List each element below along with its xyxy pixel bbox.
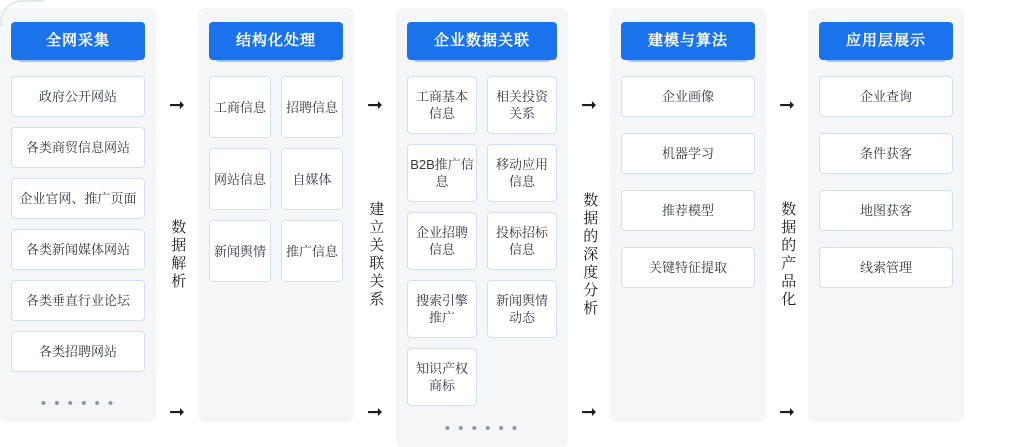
connector-productization xyxy=(766,8,808,422)
arrow-right-icon: ➞ xyxy=(367,95,383,116)
list-item[interactable]: 企业招聘信息 xyxy=(407,212,477,270)
list-item[interactable]: 相关投资关系 xyxy=(487,76,557,134)
stage-title: 结构化处理 xyxy=(209,22,343,60)
list-item[interactable]: 企业查询 xyxy=(819,76,953,117)
list-item[interactable]: 网站信息 xyxy=(209,148,271,210)
card-grid-structuring xyxy=(209,76,343,282)
arrow-right-icon: ➞ xyxy=(581,402,597,423)
stage-title: 全网采集 xyxy=(11,22,145,60)
list-item[interactable]: 条件获客 xyxy=(819,133,953,174)
list-item[interactable]: 工商基本信息 xyxy=(407,76,477,134)
list-item[interactable]: 政府公开网站 xyxy=(11,76,145,117)
connector-label: 数据解析 xyxy=(169,219,187,291)
connector-label: 建立关联关系 xyxy=(367,201,385,309)
card-grid-association xyxy=(407,76,557,406)
list-item[interactable]: 搜索引擎推广 xyxy=(407,280,477,338)
connector-label: 数据的产品化 xyxy=(779,201,797,309)
list-item[interactable]: 推广信息 xyxy=(281,220,343,282)
card-list-collection xyxy=(11,76,145,372)
list-item[interactable]: 推荐模型 xyxy=(621,190,755,231)
list-item[interactable]: 各类新闻媒体网站 xyxy=(11,229,145,270)
stage-column-application xyxy=(808,8,964,422)
list-item[interactable]: 企业官网、推广页面 xyxy=(11,178,145,219)
stage-title: 企业数据关联 xyxy=(407,22,557,60)
list-item[interactable]: 知识产权商标 xyxy=(407,348,477,406)
connector-build-relations xyxy=(354,8,396,422)
stage-header-structuring xyxy=(209,22,343,60)
connector-data-parsing xyxy=(156,8,198,422)
stage-header-application xyxy=(819,22,953,60)
connector-label: 数据的深度分析 xyxy=(581,192,599,318)
list-item[interactable]: 关键特征提取 xyxy=(621,247,755,288)
stage-title: 应用层展示 xyxy=(819,22,953,60)
list-item[interactable]: 各类垂直行业论坛 xyxy=(11,280,145,321)
card-list-modeling xyxy=(621,76,755,288)
stage-header-collection xyxy=(11,22,145,60)
list-item[interactable]: 自媒体 xyxy=(281,148,343,210)
arrow-right-icon: ➞ xyxy=(581,95,597,116)
arrow-right-icon: ➞ xyxy=(779,402,795,423)
list-item[interactable]: 新闻舆情 xyxy=(209,220,271,282)
arrow-right-icon: ➞ xyxy=(779,95,795,116)
list-item[interactable]: 各类招聘网站 xyxy=(11,331,145,372)
arrow-right-icon: ➞ xyxy=(367,402,383,423)
arrow-right-icon: ➞ xyxy=(169,95,185,116)
list-item[interactable]: 招聘信息 xyxy=(281,76,343,138)
list-item[interactable]: 投标招标信息 xyxy=(487,212,557,270)
arrow-right-icon: ➞ xyxy=(169,402,185,423)
list-item[interactable]: 各类商贸信息网站 xyxy=(11,127,145,168)
list-item[interactable]: B2B推广信息 xyxy=(407,144,477,202)
stage-column-collection xyxy=(0,8,156,422)
stage-title: 建模与算法 xyxy=(621,22,755,60)
stage-header-association xyxy=(407,22,557,60)
card-list-application xyxy=(819,76,953,288)
list-item[interactable]: 工商信息 xyxy=(209,76,271,138)
stage-column-modeling xyxy=(610,8,766,422)
list-item[interactable]: 机器学习 xyxy=(621,133,755,174)
stage-header-modeling xyxy=(621,22,755,60)
list-item[interactable]: 企业画像 xyxy=(621,76,755,117)
stage-column-association xyxy=(396,8,568,447)
stage-column-structuring xyxy=(198,8,354,422)
ellipsis-indicator: • • • • • • xyxy=(40,395,116,412)
list-item[interactable]: 移动应用信息 xyxy=(487,144,557,202)
list-item[interactable]: 新闻舆情动态 xyxy=(487,280,557,338)
ellipsis-indicator: • • • • • • xyxy=(444,420,520,437)
connector-deep-analysis xyxy=(568,8,610,422)
list-item[interactable]: 地图获客 xyxy=(819,190,953,231)
list-item[interactable]: 线索管理 xyxy=(819,247,953,288)
